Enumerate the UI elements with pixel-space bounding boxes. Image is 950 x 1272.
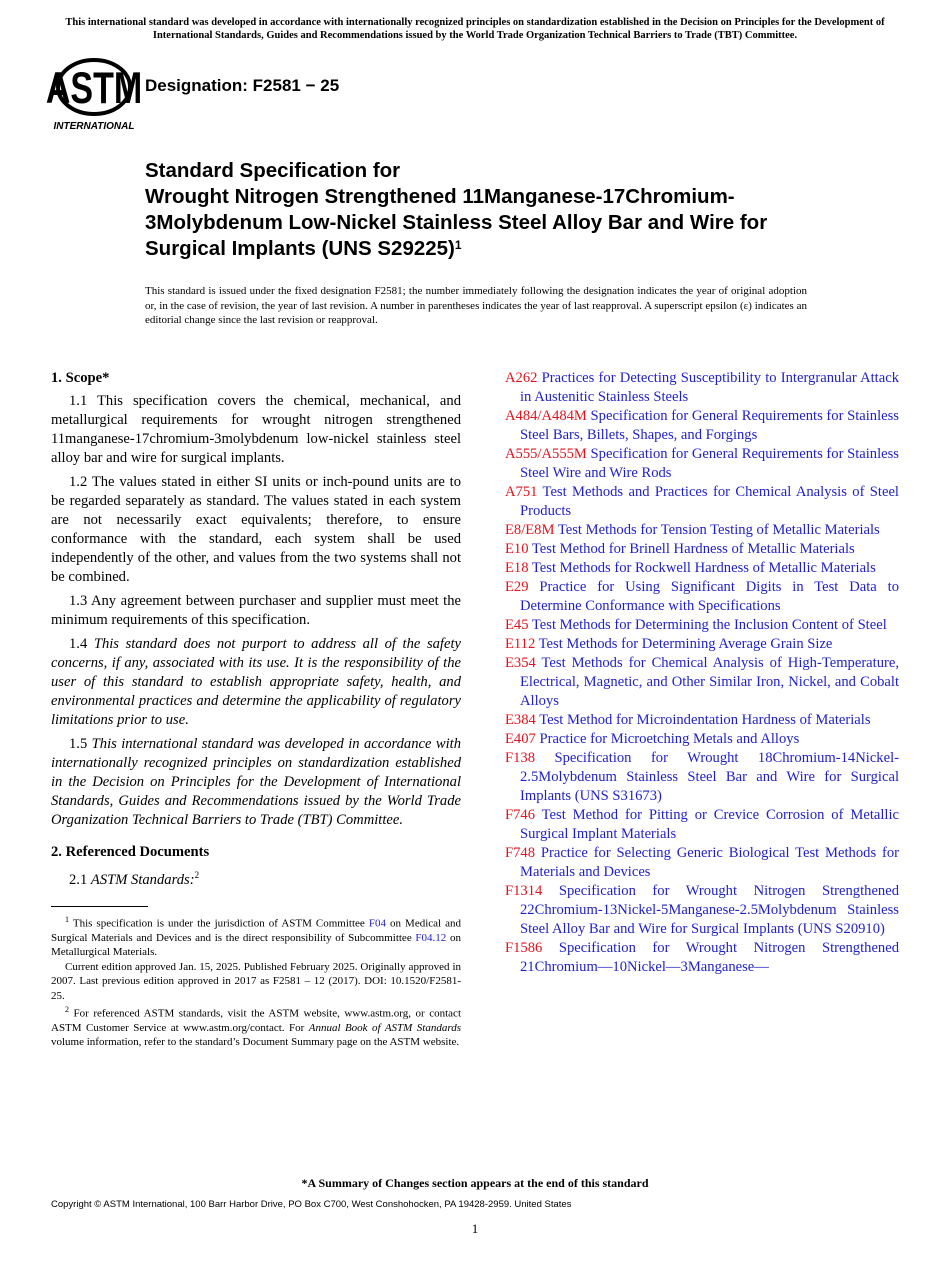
footnote-2: $^2$ For referenced ASTM standards, visit the ASTM website, www.astm.org, or contact ASTM Customer Service at www.astm.org/contact. For Annual Book of ASTM Standards volume information, refer to the standard’s Document Summary page on the ASTM website. [51, 1004, 462, 1049]
reference-item[interactable]: F746 Test Method for Pitting or Crevice Corrosion of Metallic Surgical Implant Materials [505, 807, 899, 842]
subcommittee-f04-12-link[interactable]: F04.12 [415, 931, 447, 944]
top-note: This international standard was developed in accordance with internationally recognized principles on standardization established in the Decision on Principles for the Development of International Standards, Guides and Recommendations issued by the World Trade Organization Technical Barriers to Trade (TBT) Committee. [65, 17, 885, 41]
reference-item[interactable]: E18 Test Methods for Rockwell Hardness of Metallic Materials [505, 560, 876, 576]
astm-logo [45, 56, 143, 132]
summary-of-changes-note: *A Summary of Changes section appears at the end of this standard [301, 1176, 649, 1190]
page-title [145, 158, 845, 262]
issue-note: This standard is issued under the fixed designation F2581; the number immediately following the designation indicates the year of original adoption or, in the case of revision, the year of last revision. A number in parentheses indicates the year of last reapproval. A superscript epsilon (ε) indicates an editorial change since the last revision or reapproval. [145, 285, 807, 327]
scope-heading: 1. Scope* [51, 370, 110, 386]
referenced-documents-heading: 2. Referenced Documents [51, 844, 210, 860]
reference-item[interactable]: F1314 Specification for Wrought Nitrogen Strengthened 22Chromium-13Nickel-5Manganese-2.5Molybdenum Stainless Steel Alloy Bar and Wire for Surgical Implants (UNS S20910) [505, 883, 899, 937]
footnote-divider [51, 906, 148, 907]
logo-wordmark: INTERNATIONAL [53, 121, 135, 132]
footnote-1-edition: Current edition approved Jan. 15, 2025. Published February 2025. Originally approved in 2007. Last previous edition approved in 2017 as F2581 – 12 (2017). DOI: 10.1520/F2581-25. [51, 960, 461, 1002]
paragraph-2-1: 2.1 ASTM Standards:$^2$ [69, 870, 200, 888]
reference-item[interactable]: A484/A484M Specification for General Requirements for Stainless Steel Bars, Billets, Shapes, and Forgings [505, 408, 899, 443]
page-number: 1 [471, 1221, 479, 1236]
title-main: Wrought Nitrogen Strengthened 11Manganese-17Chromium-3Molybdenum Low-Nickel Stainless Steel Alloy Bar and Wire for Surgical Implants (UNS S29225) [145, 185, 768, 260]
reference-item[interactable]: E112 Test Methods for Determining Average Grain Size [505, 636, 833, 652]
svg-text:ASTM: ASTM [45, 63, 143, 113]
reference-item[interactable]: F748 Practice for Selecting Generic Biological Test Methods for Materials and Devices [505, 845, 899, 880]
committee-f04-link[interactable]: F04 [368, 917, 386, 930]
title-line-1: Standard Specification for [145, 159, 401, 182]
paragraph-1-5: 1.5 This international standard was developed in accordance with internationally recognized principles on standardization established in the Decision on Principles for the Development of International Standards, Guides and Recommendations issued by the World Trade Organization Technical Barriers to Trade (TBT) Committee. [51, 736, 462, 828]
reference-item[interactable]: F138 Specification for Wrought 18Chromium-14Nickel-2.5Molybdenum Stainless Steel Bar and Wire for Surgical Implants (UNS S31673) [505, 750, 899, 804]
reference-item[interactable]: E384 Test Method for Microindentation Hardness of Materials [505, 712, 871, 728]
left-column [51, 369, 461, 1050]
reference-item[interactable]: A751 Test Methods and Practices for Chemical Analysis of Steel Products [505, 484, 899, 519]
reference-item[interactable]: E407 Practice for Microetching Metals and Alloys [505, 731, 800, 747]
reference-item[interactable]: E45 Test Methods for Determining the Inclusion Content of Steel [505, 617, 887, 633]
copyright: Copyright © ASTM International, 100 Barr Harbor Drive, PO Box C700, West Conshohocken, PA 19428-2959. United States [51, 1199, 572, 1210]
reference-list [505, 369, 899, 977]
paragraph-1-3: 1.3 Any agreement between purchaser and supplier must meet the minimum requirements of this specification. [51, 593, 462, 628]
paragraph-1-4: 1.4 This standard does not purport to address all of the safety concerns, if any, associated with its use. It is the responsibility of the user of this standard to establish appropriate safety, health, and environmental practices and determine the applicability of regulatory limitations prior to use. [51, 636, 461, 728]
reference-item[interactable]: A262 Practices for Detecting Susceptibility to Intergranular Attack in Austenitic Stainless Steels [505, 370, 899, 405]
designation: Designation: F2581 − 25 [145, 76, 340, 95]
reference-item[interactable]: E29 Practice for Using Significant Digits in Test Data to Determine Conformance with Specifications [505, 579, 899, 614]
reference-item[interactable]: A555/A555M Specification for General Requirements for Stainless Steel Wire and Wire Rods [505, 446, 899, 481]
reference-item[interactable]: F1586 Specification for Wrought Nitrogen Strengthened 21Chromium—10Nickel—3Manganese— [505, 940, 899, 975]
footnote-1: $^1$ This specification is under the jurisdiction of ASTM Committee F04 on Medical and Surgical Materials and Devices and is the direct responsibility of Subcommittee F04.12 on Metallurgical Materials. [51, 914, 462, 959]
reference-item[interactable]: E8/E8M Test Methods for Tension Testing of Metallic Materials [505, 522, 880, 538]
paragraph-1-1: 1.1 This specification covers the chemical, mechanical, and metallurgical requirements for wrought nitrogen strengthened 11manganese-17chromium-3molybdenum low-nickel stainless steel alloy bar and wire for surgical implants. [51, 393, 461, 466]
paragraph-1-2: 1.2 The values stated in either SI units or inch-pound units are to be regarded separately as standard. The values stated in each system are not necessarily exact equivalents; therefore, to ensure conformance with the standard, each system shall be used independently of the other, and values from the two systems shall not be combined. [51, 474, 461, 585]
reference-item[interactable]: E10 Test Method for Brinell Hardness of Metallic Materials [505, 541, 855, 557]
title-footnote-mark: 1 [454, 238, 462, 252]
reference-item[interactable]: E354 Test Methods for Chemical Analysis of High-Temperature, Electrical, Magnetic, and Other Similar Iron, Nickel, and Cobalt Alloys [505, 655, 900, 709]
